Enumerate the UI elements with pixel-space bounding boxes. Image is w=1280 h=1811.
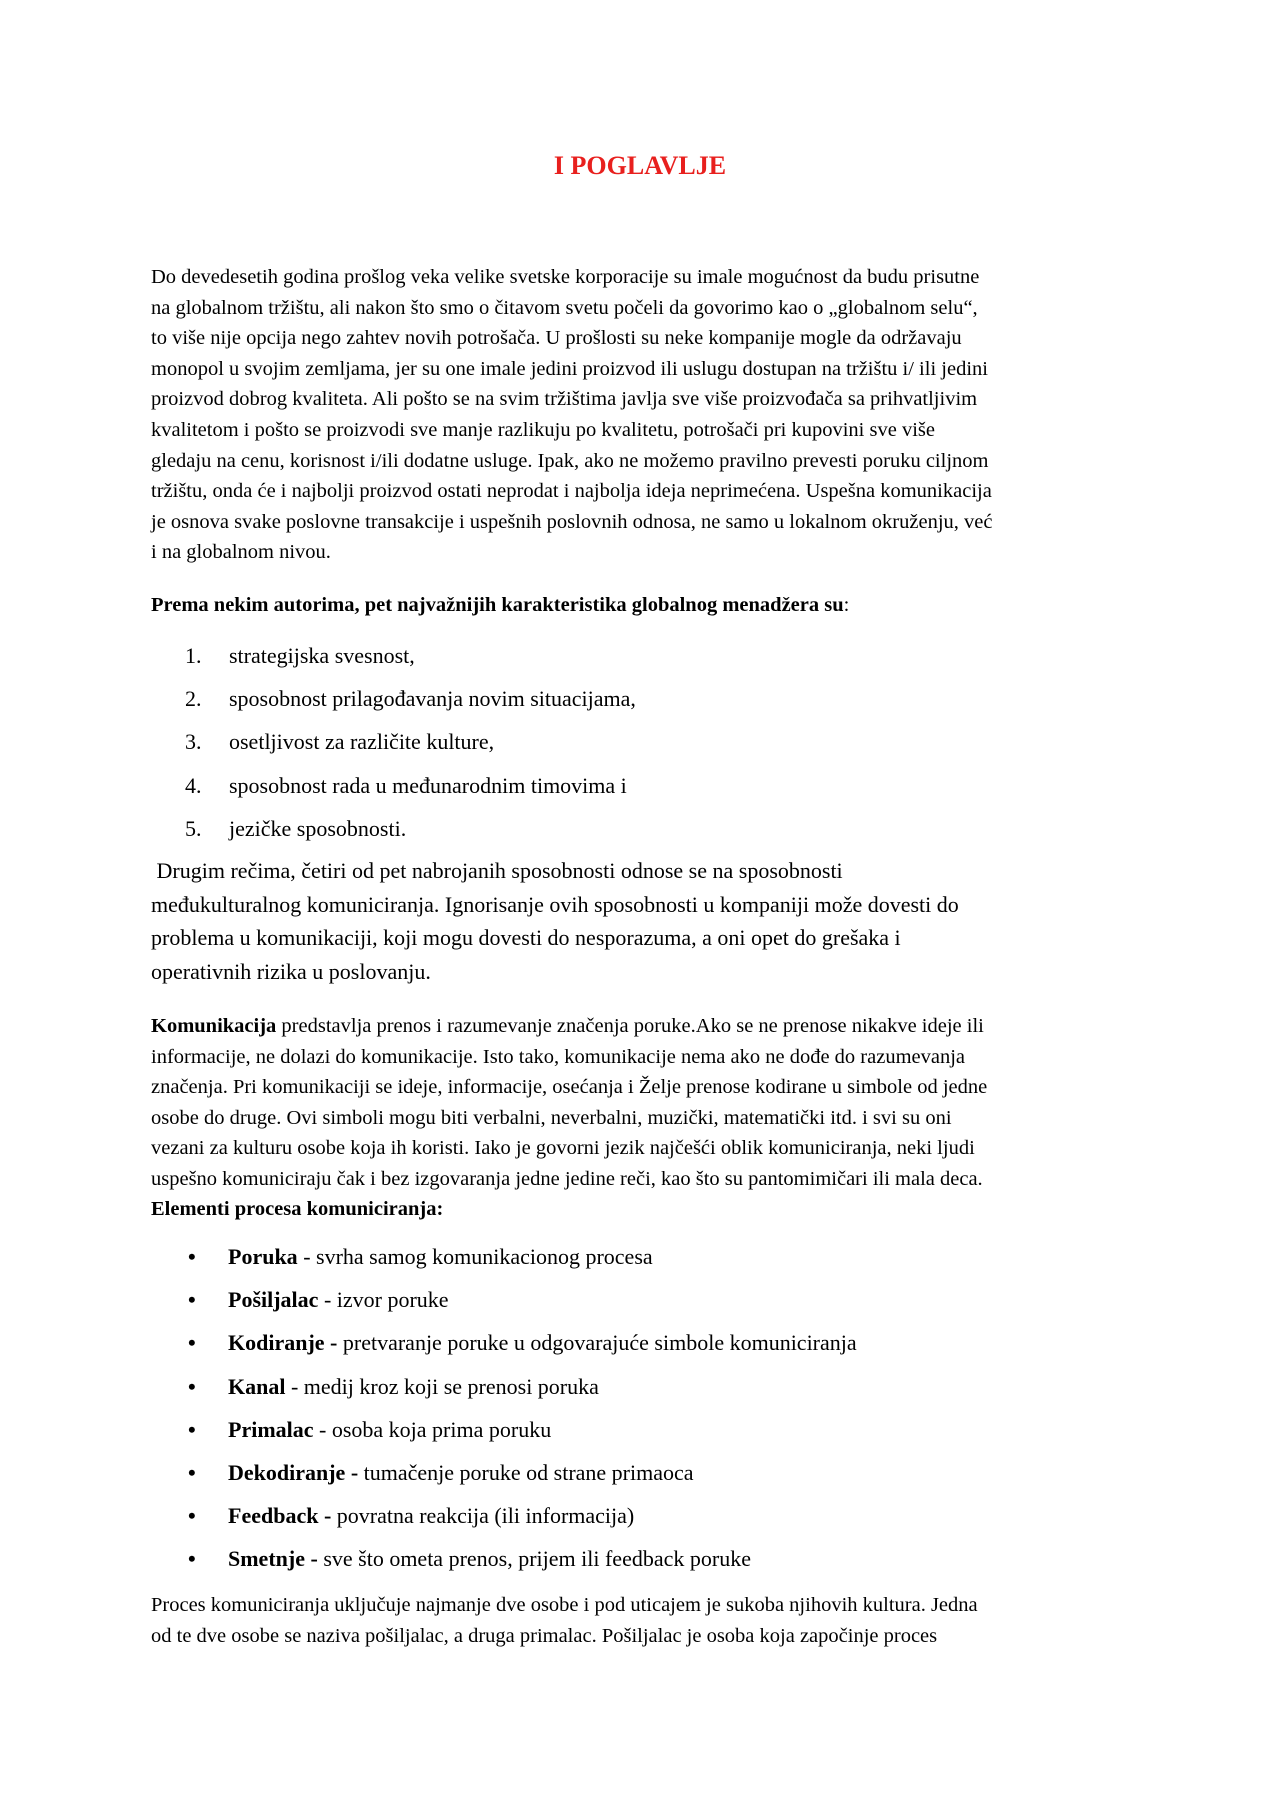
text-line: monopol u svojim zemljama, jer su one imale jedini proizvod ili uslugu dostupan na tržištu i/ ili jedini	[151, 357, 988, 380]
element-desc: - svrha samog komunikacionog procesa	[297, 1244, 653, 1269]
text-line: međukulturalnog komuniciranja. Ignorisanje ovih sposobnosti u kompaniji može dovesti do	[151, 891, 959, 917]
list-item-text: strategijska svesnost,	[229, 643, 415, 668]
list-item-text: sposobnost rada u međunarodnim timovima i	[229, 772, 627, 798]
element-desc: sve što ometa prenos, prijem ili feedback poruke	[317, 1546, 751, 1572]
communication-first-rest: predstavlja prenos i razumevanje značenja poruke.Ako se ne prenose nikakve ideje ili	[276, 1015, 984, 1037]
text-line: je osnova svake poslovne transakcije i uspešnih poslovnih odnosa, ne samo u lokalnom okruženju, već	[151, 510, 993, 533]
text-line: tržištu, onda će i najbolji proizvod ostati neprodat i najbolja ideja neprimećena. Uspešna komunikacija	[151, 480, 992, 503]
list-item	[185, 813, 1085, 856]
element-desc: - medij kroz koji se prenosi poruka	[285, 1373, 599, 1399]
list-item	[188, 1241, 1128, 1284]
element-desc: povratna reakcija (ili informacija)	[331, 1503, 635, 1529]
list-item-text: jezičke sposobnosti.	[229, 815, 407, 841]
bullet-icon: •	[188, 1330, 196, 1356]
element-desc: pretvaranje poruke u odgovarajuće simbole komuniciranja	[337, 1330, 857, 1356]
communication-term: Komunikacija	[151, 1015, 277, 1037]
text-line: kvalitetom i pošto se proizvodi sve manje razlikuju po kvalitetu, potrošači pri kupovini sve više	[151, 418, 935, 441]
process-paragraph	[151, 1590, 1136, 1651]
list-item	[185, 640, 1085, 683]
element-term: Smetnje -	[228, 1546, 318, 1572]
element-desc: - osoba koja prima poruku	[313, 1416, 552, 1442]
text-line	[151, 1011, 1136, 1042]
text-line: Drugim rečima, četiri od pet nabrojanih sposobnosti odnose se na sposobnosti	[151, 858, 843, 883]
list-item-text: osetljivost za različite kulture,	[229, 729, 495, 755]
text-line: i na globalnom nivou.	[151, 541, 331, 564]
characteristics-list	[185, 640, 1085, 856]
list-item	[188, 1457, 1128, 1500]
elements-list	[188, 1241, 1128, 1587]
bullet-icon: •	[188, 1244, 196, 1269]
list-number: 2.	[185, 686, 202, 712]
list-number: 1.	[185, 643, 202, 668]
summary-paragraph	[151, 854, 1136, 988]
bullet-icon: •	[188, 1373, 196, 1399]
element-desc: - izvor poruke	[318, 1287, 449, 1313]
characteristics-heading	[151, 590, 1136, 620]
list-number: 5.	[185, 815, 202, 841]
list-item	[188, 1500, 1128, 1543]
text-line: Do devedesetih godina prošlog veka velike svetske korporacije su imale mogućnost da budu prisutne	[151, 266, 980, 288]
list-item	[188, 1327, 1128, 1370]
text-line: Proces komuniciranja uključuje najmanje dve osobe i pod uticajem je sukoba njihovih kultura. Jedna	[151, 1594, 978, 1616]
list-number: 3.	[185, 729, 202, 755]
text-line: proizvod dobrog kvaliteta. Ali pošto se na svim tržištima javlja sve više proizvođača sa prihvatljivim	[151, 388, 978, 411]
text-line: to više nije opcija nego zahtev novih potrošača. U prošlosti su neke kompanije mogle da održavaju	[151, 327, 962, 350]
list-item	[188, 1284, 1128, 1327]
text-line: uspešno komuniciraju čak i bez izgovaranja jedne jedine reči, kao što su pantomimičari ili mala deca.	[151, 1167, 983, 1190]
element-term: Poruka	[228, 1244, 298, 1269]
list-item	[188, 1414, 1128, 1457]
text-line: operativnih rizika u poslovanju.	[151, 958, 431, 984]
element-term: Kanal	[228, 1373, 286, 1399]
list-item	[185, 770, 1085, 813]
bullet-icon: •	[188, 1459, 196, 1485]
text-line: od te dve osobe se naziva pošiljalac, a druga primalac. Pošiljalac je osoba koja započinje proces	[151, 1624, 938, 1647]
bullet-icon: •	[188, 1503, 196, 1529]
element-term: Feedback -	[228, 1503, 332, 1529]
characteristics-heading-text: Prema nekim autorima, pet najvažnijih karakteristika globalnog menadžera su	[151, 594, 844, 616]
text-line: vezani za kulturu osobe koja ih koristi. Iako je govorni jezik najčešći oblik komuniciranja, neki ljudi	[151, 1137, 975, 1159]
list-item	[188, 1371, 1128, 1414]
intro-paragraph	[151, 262, 1136, 568]
text-line: problema u komunikaciji, koji mogu dovesti do nesporazuma, a oni opet do grešaka i	[151, 925, 901, 950]
text-line: informacije, ne dolazi do komunikacije. Isto tako, komunikacije nema ako ne dođe do razumevanja	[151, 1045, 966, 1068]
element-term: Primalac	[228, 1416, 314, 1442]
element-term: Kodiranje -	[228, 1330, 338, 1356]
element-desc: tumačenje poruke od strane primaoca	[358, 1459, 694, 1485]
communication-paragraph	[151, 1011, 1136, 1225]
bullet-icon: •	[188, 1546, 196, 1572]
bullet-icon: •	[188, 1287, 196, 1313]
characteristics-heading-colon: :	[843, 594, 850, 616]
element-term: Dekodiranje -	[228, 1459, 359, 1485]
text-line: na globalnom tržištu, ali nakon što smo o čitavom svetu počeli da govorimo kao o „globalnom selu“,	[151, 296, 978, 319]
list-number: 4.	[185, 772, 202, 798]
bullet-icon: •	[188, 1416, 196, 1442]
list-item	[185, 683, 1085, 726]
elements-heading: Elementi procesa komuniciranja:	[151, 1198, 444, 1220]
text-line: značenja. Pri komunikaciji se ideje, informacije, osećanja i Želje prenose kodirane u simbole od jedne	[151, 1076, 988, 1098]
text-line: osobe do druge. Ovi simboli mogu biti verbalni, neverbalni, muzički, matematički itd. i svi su oni	[151, 1106, 952, 1129]
list-item	[188, 1543, 1128, 1586]
text-line: gledaju na cenu, korisnost i/ili dodatne usluge. Ipak, ako ne možemo pravilno prevesti poruku ciljnom	[151, 449, 989, 472]
list-item	[185, 726, 1085, 769]
chapter-title: I POGLAVLJE	[553, 151, 727, 180]
list-item-text: sposobnost prilagođavanja novim situacijama,	[229, 686, 636, 712]
element-term: Pošiljalac	[228, 1287, 319, 1313]
